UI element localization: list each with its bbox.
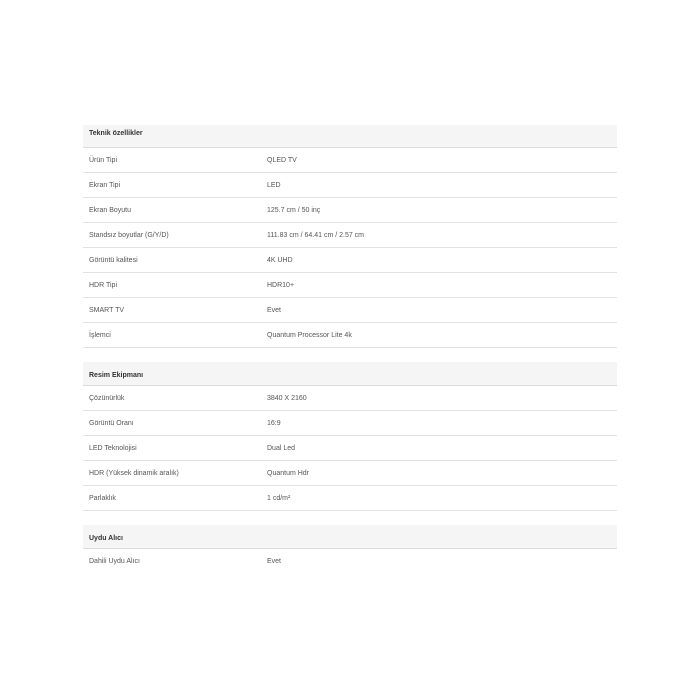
spec-row	[83, 223, 617, 248]
spec-row	[83, 386, 617, 411]
spec-value: QLED TV	[267, 156, 297, 164]
spec-label: SMART TV	[89, 306, 125, 314]
spec-row	[83, 298, 617, 323]
spec-label: HDR (Yüksek dinamik aralık)	[89, 469, 179, 477]
spec-label: LED Teknolojisi	[89, 444, 137, 452]
spec-row	[83, 323, 617, 348]
spec-label: Parlaklık	[89, 494, 116, 502]
spec-value: 4K UHD	[267, 256, 293, 264]
spec-label: Görüntü Oranı	[89, 419, 134, 427]
spec-value: Dual Led	[267, 444, 296, 452]
spec-row	[83, 198, 617, 223]
spec-row	[83, 173, 617, 198]
spec-value: 125.7 cm / 50 inç	[267, 206, 321, 214]
spec-row	[83, 248, 617, 273]
spec-label: İşlemci	[89, 331, 111, 339]
spec-row	[83, 273, 617, 298]
spec-label: Ürün Tipi	[89, 156, 118, 164]
section-title: Teknik özellikler	[89, 130, 143, 137]
spec-value: HDR10+	[267, 281, 295, 289]
spec-row	[83, 549, 617, 574]
section-title: Uydu Alıcı	[89, 535, 123, 542]
spec-row	[83, 436, 617, 461]
spec-value: LED	[267, 181, 281, 189]
spec-value: 111.83 cm / 64.41 cm / 2.57 cm	[267, 231, 365, 239]
spec-value: Quantum Hdr	[267, 469, 310, 477]
spec-row	[83, 148, 617, 173]
section-title: Resim Ekipmanı	[89, 372, 144, 379]
spec-label: Ekran Tipi	[89, 181, 121, 189]
spec-label: Dahili Uydu Alıcı	[89, 558, 140, 565]
spec-table	[83, 125, 617, 588]
spec-label: HDR Tipi	[89, 281, 118, 289]
spec-value: Quantum Processor Lite 4k	[267, 331, 352, 339]
spec-row	[83, 461, 617, 486]
spec-label: Çözünürlük	[89, 394, 125, 402]
spec-label: Standsız boyutlar (G/Y/D)	[89, 231, 169, 239]
section-teknik-ozellikler	[83, 125, 617, 348]
section-header	[83, 125, 617, 148]
spec-label: Görüntü kalitesi	[89, 256, 138, 264]
section-header	[83, 362, 617, 386]
spec-value: Evet	[267, 558, 282, 565]
spec-value: 3840 X 2160	[267, 394, 307, 402]
spec-value: Evet	[267, 306, 282, 314]
spec-value: 16:9	[267, 419, 281, 427]
section-resim-ekipmani	[83, 362, 617, 511]
spec-label: Ekran Boyutu	[89, 206, 132, 214]
spec-value: 1 cd/m²	[267, 494, 291, 502]
spec-row	[83, 486, 617, 511]
spec-row	[83, 411, 617, 436]
section-header	[83, 525, 617, 549]
section-uydu-alici	[83, 525, 617, 574]
